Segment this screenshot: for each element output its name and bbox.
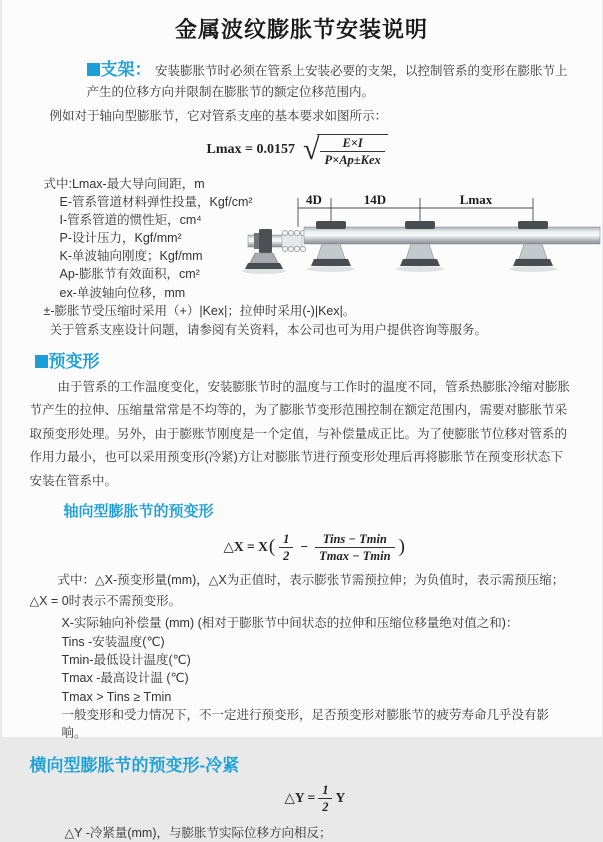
support-section-header — [87, 60, 152, 79]
axial-explain: 式中：△X-预变形量(mm)，△X为正值时，表示膨张节需预拉伸；为负值时，表示需预压缩；△X = 0时表示不需预变形。 — [30, 570, 574, 612]
lateral-item: △Y -冷紧量(mm)，与膨胀节实际位移方向相反； — [65, 824, 602, 842]
dim-label-4d: 4D — [306, 192, 322, 207]
definition-item: 式中:Lmax-最大导向间距，m — [44, 175, 603, 193]
dim-label-lmax: Lmax — [459, 192, 492, 207]
left-flange — [259, 229, 272, 253]
minus-sign: − — [300, 539, 308, 555]
support-paragraph — [30, 59, 576, 103]
radical-sign: √ — [303, 135, 319, 165]
axial-variable-list — [62, 614, 602, 706]
axial-formula — [224, 529, 602, 565]
definition-item: Ap-膨胀节有效面积，cm² — [60, 265, 603, 283]
axial-preform-heading: 轴向型膨胀节的预变形 — [64, 500, 602, 521]
axial-frac2-num: Tins − Tmin — [315, 532, 394, 548]
definition-item: ±-膨胀节受压缩时采用（+）|Kex|；拉伸时采用(-)|Kex|。 — [44, 302, 603, 320]
axial-frac2-den: Tmax − Tmin — [315, 548, 394, 563]
dim-label-14d: 14D — [363, 192, 385, 207]
lateral-frac-num: 1 — [318, 783, 332, 799]
axial-frac1-den: 2 — [279, 548, 293, 563]
bellows — [282, 234, 302, 248]
lateral-formula — [285, 783, 602, 813]
document-page — [2, 0, 602, 737]
support-header-label: 支架： — [101, 60, 152, 79]
axial-item: Tmax -最高设计温 (℃) — [62, 669, 602, 687]
page-title: 金属波纹膨胀节安装说明 — [2, 0, 602, 44]
lateral-formula-lhs: △Y = — [285, 790, 316, 806]
open-paren: ( — [269, 536, 275, 558]
support-example-line: 例如对于轴向型膨胀节，它对管系支座的基本要求如图所示： — [30, 106, 574, 126]
definition-item: K-单波轴向刚度；Kgf/mm — [60, 247, 603, 265]
definition-item: E-管系管道材料弹性投量，Kgf/cm² — [60, 193, 603, 211]
preform-paragraph: 由于管系的工作温度变化，安装膨胀节时的温度与工作时的温度不同，管系热膨胀冷缩对膨胀节产生的拉伸、压缩量常常是不均等的，为了膨胀节变形范围控制在额定范围内，需要对膨胀节采取预变形处理。另外，由于膨账节刚度是一个定值，与补偿量成正比。为了使膨胀节位移对管系的作用力最小，也可以采用预变形(冷紧)方让对膨胀节进行预变形处理后再将膨胀节在预变形状态下安装在管系中。 — [30, 376, 574, 494]
preform-header-label: 预变形 — [49, 352, 100, 371]
lmax-formula — [207, 133, 602, 167]
definition-item: I-管系管道的惯性矩，cm⁴ — [60, 211, 603, 229]
definition-item: P-设计压力，Kgf/mm² — [60, 229, 603, 247]
lateral-formula-rhs: Y — [335, 790, 345, 806]
section-marker-icon — [87, 63, 100, 76]
section-marker-icon — [35, 355, 48, 368]
left-support-pedestal — [250, 253, 278, 263]
axial-item: Tmax > Tins ≥ Tmin — [62, 688, 602, 706]
axial-frac1-num: 1 — [279, 532, 293, 548]
lmax-formula-lhs: Lmax = 0.0157 — [207, 142, 295, 158]
lmax-formula-numerator: E×I — [320, 136, 384, 152]
lmax-formula-denominator: P×Ap±Kex — [320, 152, 384, 167]
definition-item: ex-单波轴向位移，mm — [60, 284, 603, 302]
lateral-preform-heading: 横向型膨胀节的预变形-冷紧 — [30, 751, 602, 776]
preform-section-header — [35, 347, 602, 372]
sqrt-radical — [303, 134, 388, 167]
close-paren: ) — [399, 536, 405, 558]
axial-item: Tins -安装温度(℃) — [62, 633, 602, 651]
axial-general-note: 一般变形和受力情况下，不一定进行预变形，足否预变形对膨胀节的疲劳寿命几乎没有影响。 — [62, 706, 574, 742]
pipe-support-diagram — [248, 192, 600, 288]
main-pipe — [304, 227, 600, 244]
axial-formula-lhs: △X = X — [224, 539, 268, 555]
axial-item: Tmin-最低设计温度(℃) — [62, 651, 602, 669]
support-intro-text: 安装膨胀节时必须在管系上安装必要的支架，以控制管系的变形在膨胀节上产生的位移方向并限制在膨胀节的额定位移范围内。 — [87, 64, 568, 99]
lateral-frac-den: 2 — [318, 799, 332, 814]
axial-item: X-实际轴向补偿量 (mm) (相对于膨胀节中间状态的拉伸和压缩位移量绝对值之和)： — [62, 614, 602, 632]
support-note: 关于管系支座设计问题，请参阅有关资料，本公司也可为用户提供咨询等服务。 — [50, 321, 602, 340]
left-support-base — [245, 263, 283, 269]
